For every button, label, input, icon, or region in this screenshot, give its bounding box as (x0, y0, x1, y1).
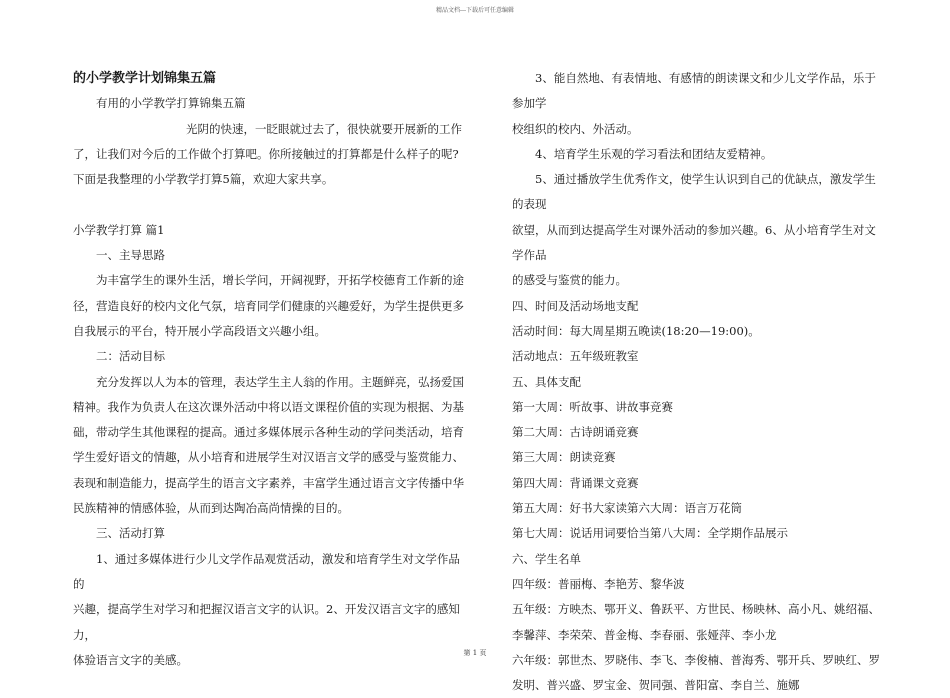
paragraph-line: 第一大周：听故事、讲故事竞赛 (512, 399, 673, 414)
paragraph-line: 五、具体支配 (512, 374, 581, 389)
paragraph-line: 础，带动学生其他课程的提高。通过多媒体展示各种生动的学问类活动，培育 (73, 425, 464, 440)
page-footer: 第 1 页 (463, 649, 487, 657)
left-column (73, 66, 470, 673)
paragraph-line: 小学教学打算 篇1 (73, 222, 165, 237)
paragraph-line: 民族精神的情感体验，从而到达陶冶高尚情操的目的。 (73, 501, 349, 516)
paragraph-line: 充分发挥以人为本的管理，表达学生主人翁的作用。主题鲜亮，弘扬爱国 (96, 374, 464, 389)
paragraph-line: 李馨萍、李荣荣、普金梅、李春丽、张娅萍、李小龙 (512, 627, 777, 642)
paragraph-line: 自我展示的平台，特开展小学高段语文兴趣小组。 (73, 323, 326, 338)
paragraph-line: 第五大周：好书大家读第六大周：语言万花筒 (512, 501, 742, 516)
paragraph-line: 五年级：方映杰、鄂开义、鲁跃平、方世民、杨映林、高小凡、姚绍福、 (512, 602, 880, 617)
paragraph-line: 4、培育学生乐观的学习看法和团结友爱精神。 (535, 146, 773, 161)
paragraph-line: 三、活动打算 (96, 526, 165, 541)
paragraph-line: 体验语言文字的美感。 (73, 652, 188, 667)
paragraph-line: 学生爱好语文的情趣，从小培育和进展学生对汉语言文学的感受与鉴赏能力、 (73, 450, 464, 465)
paragraph-line: 活动时间：每大周星期五晚读(18:20—19:00)。 (512, 323, 760, 338)
right-column (512, 66, 884, 698)
paragraph-line: 六年级：郭世杰、罗晓伟、李飞、李俊楠、普海秀、鄂开兵、罗映红、罗 (512, 652, 880, 667)
paragraph-line: 校组织的校内、外活动。 (512, 121, 639, 136)
paragraph-line: 第七大周：说话用词要恰当第八大周：全学期作品展示 (512, 526, 788, 541)
paragraph-line: 兴趣，提高学生对学习和把握汉语言文字的认识。2、开发汉语言文字的感知力， (73, 602, 460, 642)
paragraph-line: 为丰富学生的课外生活，增长学问，开阔视野，开拓学校德育工作新的途 (96, 273, 464, 288)
paragraph-line: 六、学生名单 (512, 551, 581, 566)
paragraph-line: 了，让我们对今后的工作做个打算吧。你所接触过的打算都是什么样子的呢? (73, 146, 459, 161)
blank-line (73, 192, 470, 217)
paragraph-line: 二：活动目标 (96, 349, 165, 364)
paragraph-line: 第二大周：古诗朗诵竞赛 (512, 425, 639, 440)
paragraph-line: 1、通过多媒体进行少儿文学作品观赏活动，激发和培育学生对文学作品的 (73, 551, 460, 591)
paragraph-line: 发明、普兴盛、罗宝金、贺同强、普阳富、李自兰、施娜 (512, 678, 800, 693)
paragraph-line: 精神。我作为负责人在这次课外活动中将以语文课程价值的实现为根据、为基 (73, 399, 464, 414)
paragraph-line: 活动地点：五年级班教室 (512, 349, 639, 364)
paragraph-line: 表现和制造能力，提高学生的语言文字素养，丰富学生通过语言文字传播中华 (73, 475, 464, 490)
document-title: 的小学教学计划锦集五篇 (73, 71, 217, 86)
paragraph-line: 一、主导思路 (96, 248, 165, 263)
paragraph-line: 四、时间及活动场地支配 (512, 298, 639, 313)
page-header: 精品文档---下载后可任意编辑 (435, 7, 515, 14)
paragraph-line: 3、能自然地、有表情地、有感情的朗读课文和少儿文学作品，乐于参加学 (512, 71, 876, 111)
paragraph-line: 光阴的快速，一眨眼就过去了，很快就要开展新的工作 (186, 121, 462, 136)
paragraph-line: 四年级：普丽梅、李艳芳、黎华波 (512, 576, 685, 591)
paragraph-line: 第三大周：朗读竞赛 (512, 450, 616, 465)
paragraph-line: 5、通过播放学生优秀作文，使学生认识到自己的优缺点，激发学生的表现 (512, 172, 876, 212)
paragraph-line: 的感受与鉴赏的能力。 (512, 273, 627, 288)
paragraph-line: 有用的小学教学打算锦集五篇 (96, 96, 246, 111)
paragraph-line: 第四大周：背诵课文竞赛 (512, 475, 639, 490)
paragraph-line: 径，营造良好的校内文化气氛，培育同学们健康的兴趣爱好，为学生提供更多 (73, 298, 464, 313)
paragraph-line: 下面是我整理的小学教学打算5篇，欢迎大家共享。 (73, 172, 334, 187)
paragraph-line: 欲望，从而到达提高学生对课外活动的参加兴趣。6、从小培育学生对文学作品 (512, 222, 876, 263)
